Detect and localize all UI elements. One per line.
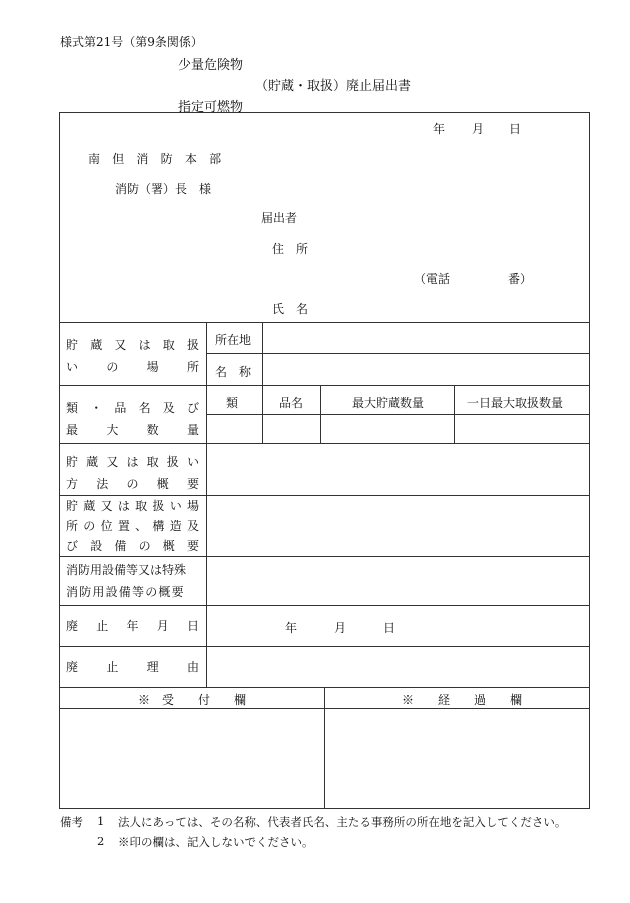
column-item-name: 品名 xyxy=(279,396,304,410)
storage-place-label: 貯 蔵 又 は 取 扱 い の 場 所 xyxy=(66,338,199,374)
addressee-org: 南 但 消 防 本 部 xyxy=(88,152,226,166)
abolition-year: 年 xyxy=(285,621,298,635)
note-2-number: 2 xyxy=(97,834,105,848)
abolition-day: 日 xyxy=(383,621,396,635)
facility-label: 貯 蔵 又 は 取 扱 い 場 所 の 位 置 、 構 造 及 び 設 備 の 概 要 xyxy=(66,499,199,553)
form-number: 様式第21号（第9条関係） xyxy=(60,35,203,49)
column-daily-max: 一日最大取扱数量 xyxy=(467,396,564,410)
note-1-text: 法人にあっては、その名称、代表者氏名、主たる事務所の所在地を記入してください。 xyxy=(118,815,567,829)
date-month-label: 月 xyxy=(472,122,485,136)
firefighting-label-line1: 消防用設備等又は特殊 xyxy=(66,563,187,577)
note-1-number: 1 xyxy=(97,814,105,828)
phone-open: （電話 xyxy=(414,272,451,286)
firefighting-label xyxy=(66,559,206,603)
date-year-label: 年 xyxy=(433,122,446,136)
phone-close: 番） xyxy=(508,272,533,286)
date-day-label: 日 xyxy=(509,122,522,136)
reception-header: ※ 受 付 欄 xyxy=(138,693,247,707)
place-name-label: 名 称 xyxy=(215,365,252,379)
note-2-text: ※印の欄は、記入しないでください。 xyxy=(118,835,314,849)
title-top: 少量危険物 xyxy=(178,58,244,73)
notes-heading: 備考 xyxy=(60,815,83,829)
location-label: 所在地 xyxy=(215,333,252,347)
abolition-month: 月 xyxy=(334,621,347,635)
method-label: 貯 蔵 又 は 取 扱 い 方 法 の 概 要 xyxy=(66,455,199,491)
firefighting-label-line2: 消防用設備等の概要 xyxy=(66,585,185,599)
kind-quantity-label: 類 ・ 品 名 及 び 最 大 数 量 xyxy=(66,401,199,437)
progress-header: ※ 経 過 欄 xyxy=(402,693,523,707)
title-bottom: 指定可燃物 xyxy=(178,100,244,115)
addressee-person: 消防（署）長 様 xyxy=(115,182,212,196)
abolition-date-label: 廃 止 年 月 日 xyxy=(66,619,199,633)
page-title: （貯蔵・取扱）廃止届出書 xyxy=(255,79,412,94)
abolition-reason-label: 廃 止 理 由 xyxy=(66,660,199,674)
column-class: 類 xyxy=(226,396,239,410)
address-label: 住 所 xyxy=(272,242,309,256)
column-max-storage: 最大貯蔵数量 xyxy=(352,396,425,410)
applicant-label: 届出者 xyxy=(261,211,298,225)
name-label: 氏 名 xyxy=(272,302,309,316)
